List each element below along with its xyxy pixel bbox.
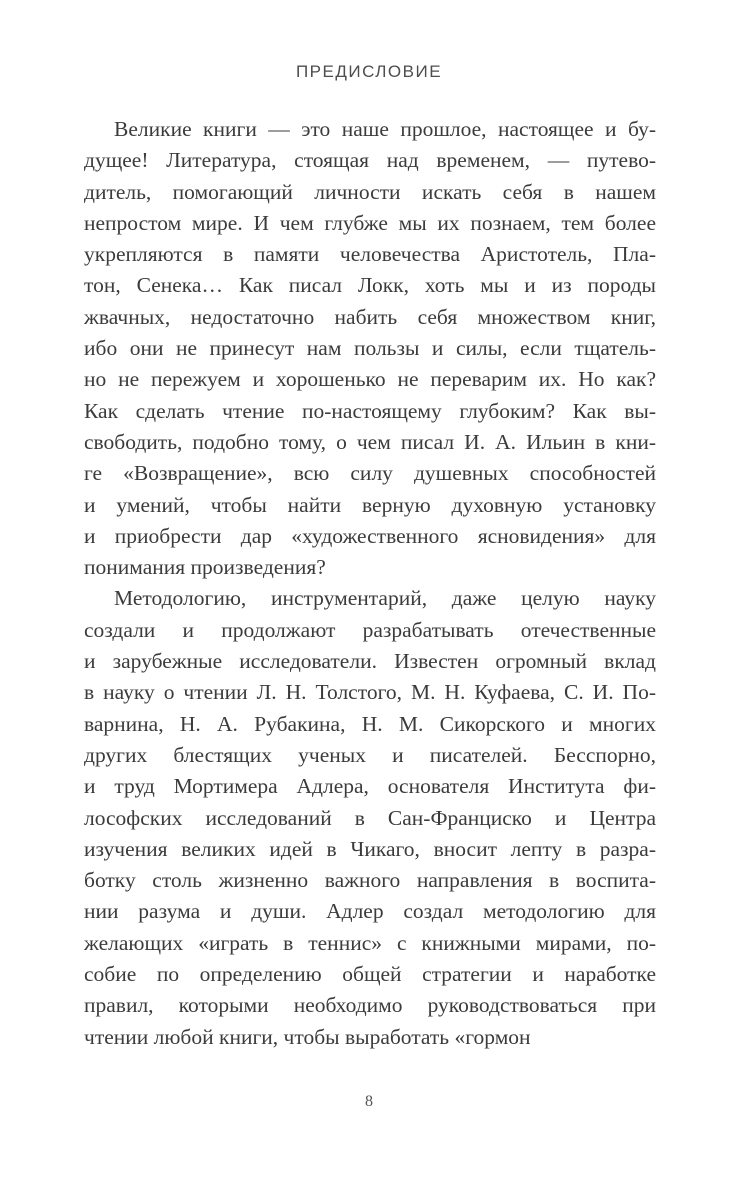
- text-line: дущее! Литература, стоящая над временем, — путево-: [84, 148, 656, 173]
- text-line: собие по определению общей стратегии и наработке: [84, 962, 656, 987]
- text-line: нии разума и души. Адлер создал методологию для: [84, 899, 656, 924]
- text-line: тон, Сенека… Как писал Локк, хоть мы и из породы: [84, 273, 656, 298]
- text-line: желающих «играть в теннис» с книжными мирами, по-: [84, 930, 656, 955]
- text-line: в науку о чтении Л. Н. Толстого, М. Н. Куфаева, С. И. По-: [84, 680, 656, 705]
- text-line: ибо они не принесут нам пользы и силы, если тщатель-: [84, 336, 656, 361]
- text-line: лософских исследований в Сан-Франциско и Центра: [84, 805, 656, 830]
- text-line: дитель, помогающий личности искать себя в нашем: [84, 179, 656, 204]
- text-line: чтении любой книги, чтобы выработать «гормон: [84, 1024, 531, 1049]
- page-number: 8: [365, 1093, 373, 1110]
- text-line: жвачных, недостаточно набить себя множеством книг,: [84, 304, 656, 329]
- text-line: понимания произведения?: [84, 555, 326, 580]
- text-line: и труд Мортимера Адлера, основателя Института фи-: [84, 774, 656, 799]
- text-line: и умений, чтобы найти верную духовную установку: [84, 492, 656, 517]
- text-line: свободить, подобно тому, о чем писал И. А. Ильин в кни-: [84, 429, 656, 454]
- paragraph: [84, 583, 656, 1052]
- text-line: изучения великих идей в Чикаго, вносит лепту в разра-: [84, 836, 656, 861]
- text-line: ге «Возвращение», всю силу душевных способностей: [84, 461, 656, 486]
- text-line: и зарубежные исследователи. Известен огромный вклад: [84, 649, 656, 674]
- body-text: [84, 114, 656, 1053]
- text-line: Как сделать чтение по-настоящему глубоким? Как вы-: [84, 398, 656, 423]
- text-line: правил, которыми необходимо руководствоваться при: [84, 993, 656, 1018]
- text-line: Методологию, инструментарий, даже целую науку: [114, 586, 656, 611]
- text-line: и приобрести дар «художественного ясновидения» для: [84, 523, 656, 548]
- paragraph: [84, 114, 656, 583]
- text-line: непростом мире. И чем глубже мы их познаем, тем более: [84, 210, 656, 235]
- text-line: других блестящих ученых и писателей. Бесспорно,: [84, 742, 656, 767]
- text-line: укрепляются в памяти человечества Аристотель, Пла-: [84, 242, 656, 267]
- text-line: но не пережуем и хорошенько не переварим их. Но как?: [84, 367, 656, 392]
- text-line: ботку столь жизненно важного направления в воспита-: [84, 868, 656, 893]
- text-line: варнина, Н. А. Рубакина, Н. М. Сикорского и многих: [84, 711, 656, 736]
- text-line: создали и продолжают разрабатывать отечественные: [84, 617, 656, 642]
- text-line: Великие книги — это наше прошлое, настоящее и бу-: [114, 117, 656, 141]
- chapter-running-head: ПРЕДИСЛОВИЕ: [295, 62, 443, 81]
